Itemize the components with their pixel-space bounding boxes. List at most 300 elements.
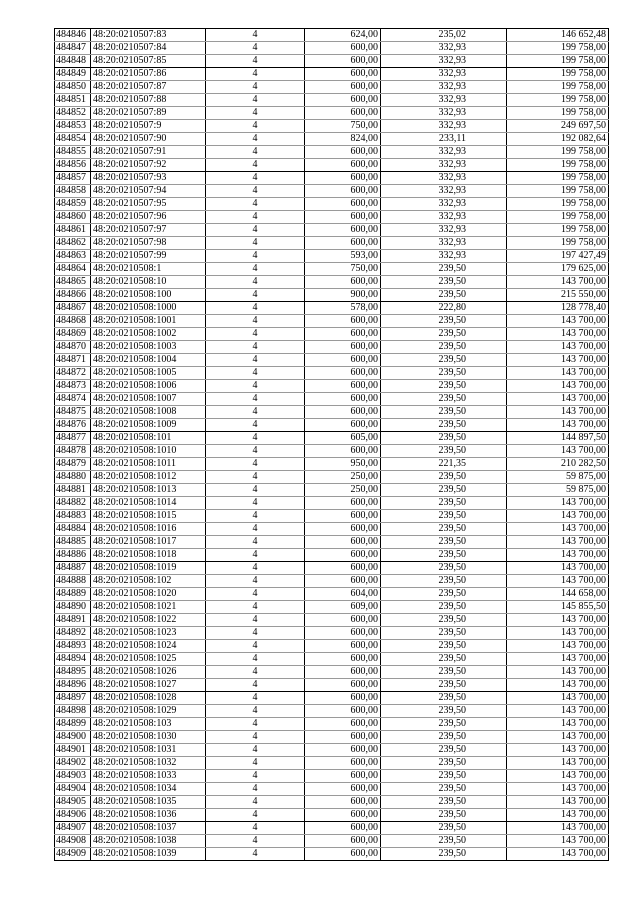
row-id-cell: 484872	[55, 367, 91, 380]
table-row	[55, 302, 609, 315]
category-cell: 4	[206, 146, 305, 159]
category-cell: 4	[206, 81, 305, 94]
total-value-cell: 249 697,50	[507, 120, 609, 133]
area-cell: 600,00	[305, 198, 381, 211]
unit-price-cell: 239,50	[381, 536, 507, 549]
cadastral-number-cell: 48:20:0210508:10	[91, 276, 206, 289]
category-cell: 4	[206, 276, 305, 289]
row-id-cell: 484880	[55, 471, 91, 484]
area-cell: 600,00	[305, 497, 381, 510]
category-cell: 4	[206, 835, 305, 848]
unit-price-cell: 239,50	[381, 770, 507, 783]
area-cell: 600,00	[305, 211, 381, 224]
category-cell: 4	[206, 549, 305, 562]
cadastral-number-cell: 48:20:0210508:1032	[91, 757, 206, 770]
total-value-cell: 199 758,00	[507, 185, 609, 198]
unit-price-cell: 239,50	[381, 666, 507, 679]
area-cell: 250,00	[305, 484, 381, 497]
cadastral-number-cell: 48:20:0210508:1001	[91, 315, 206, 328]
row-id-cell: 484885	[55, 536, 91, 549]
total-value-cell: 143 700,00	[507, 705, 609, 718]
cadastral-number-cell: 48:20:0210508:102	[91, 575, 206, 588]
table-row	[55, 406, 609, 419]
area-cell: 600,00	[305, 744, 381, 757]
unit-price-cell: 239,50	[381, 289, 507, 302]
category-cell: 4	[206, 263, 305, 276]
table-row	[55, 42, 609, 55]
unit-price-cell: 239,50	[381, 263, 507, 276]
unit-price-cell: 221,35	[381, 458, 507, 471]
cadastral-number-cell: 48:20:0210508:1017	[91, 536, 206, 549]
category-cell: 4	[206, 627, 305, 640]
unit-price-cell: 239,50	[381, 835, 507, 848]
cadastral-number-cell: 48:20:0210508:1	[91, 263, 206, 276]
table-row	[55, 757, 609, 770]
total-value-cell: 199 758,00	[507, 94, 609, 107]
total-value-cell: 199 758,00	[507, 146, 609, 159]
category-cell: 4	[206, 679, 305, 692]
unit-price-cell: 239,50	[381, 640, 507, 653]
table-row	[55, 107, 609, 120]
area-cell: 600,00	[305, 575, 381, 588]
cadastral-number-cell: 48:20:0210508:1012	[91, 471, 206, 484]
total-value-cell: 143 700,00	[507, 666, 609, 679]
total-value-cell: 143 700,00	[507, 770, 609, 783]
table-row	[55, 315, 609, 328]
area-cell: 950,00	[305, 458, 381, 471]
cadastral-number-cell: 48:20:0210508:1016	[91, 523, 206, 536]
area-cell: 600,00	[305, 848, 381, 861]
total-value-cell: 143 700,00	[507, 757, 609, 770]
row-id-cell: 484893	[55, 640, 91, 653]
row-id-cell: 484852	[55, 107, 91, 120]
category-cell: 4	[206, 29, 305, 42]
unit-price-cell: 332,93	[381, 146, 507, 159]
category-cell: 4	[206, 744, 305, 757]
category-cell: 4	[206, 588, 305, 601]
total-value-cell: 143 700,00	[507, 640, 609, 653]
category-cell: 4	[206, 471, 305, 484]
unit-price-cell: 239,50	[381, 627, 507, 640]
total-value-cell: 143 700,00	[507, 445, 609, 458]
cadastral-number-cell: 48:20:0210508:1002	[91, 328, 206, 341]
area-cell: 605,00	[305, 432, 381, 445]
table-row	[55, 146, 609, 159]
row-id-cell: 484906	[55, 809, 91, 822]
area-cell: 600,00	[305, 406, 381, 419]
area-cell: 600,00	[305, 523, 381, 536]
area-cell: 600,00	[305, 354, 381, 367]
row-id-cell: 484904	[55, 783, 91, 796]
unit-price-cell: 235,02	[381, 29, 507, 42]
total-value-cell: 143 700,00	[507, 809, 609, 822]
table-row	[55, 380, 609, 393]
unit-price-cell: 239,50	[381, 757, 507, 770]
table-row	[55, 835, 609, 848]
category-cell: 4	[206, 94, 305, 107]
table-row	[55, 536, 609, 549]
row-id-cell: 484879	[55, 458, 91, 471]
category-cell: 4	[206, 796, 305, 809]
row-id-cell: 484865	[55, 276, 91, 289]
category-cell: 4	[206, 172, 305, 185]
category-cell: 4	[206, 770, 305, 783]
total-value-cell: 143 700,00	[507, 653, 609, 666]
total-value-cell: 143 700,00	[507, 718, 609, 731]
table-row	[55, 55, 609, 68]
row-id-cell: 484875	[55, 406, 91, 419]
category-cell: 4	[206, 380, 305, 393]
category-cell: 4	[206, 42, 305, 55]
total-value-cell: 143 700,00	[507, 536, 609, 549]
category-cell: 4	[206, 211, 305, 224]
table-row	[55, 705, 609, 718]
unit-price-cell: 332,93	[381, 68, 507, 81]
total-value-cell: 143 700,00	[507, 315, 609, 328]
category-cell: 4	[206, 289, 305, 302]
area-cell: 600,00	[305, 185, 381, 198]
total-value-cell: 128 778,40	[507, 302, 609, 315]
table-row	[55, 289, 609, 302]
table-row	[55, 770, 609, 783]
row-id-cell: 484898	[55, 705, 91, 718]
row-id-cell: 484882	[55, 497, 91, 510]
area-cell: 750,00	[305, 263, 381, 276]
cadastral-number-cell: 48:20:0210508:1035	[91, 796, 206, 809]
cadastral-number-cell: 48:20:0210507:9	[91, 120, 206, 133]
row-id-cell: 484883	[55, 510, 91, 523]
row-id-cell: 484877	[55, 432, 91, 445]
cadastral-number-cell: 48:20:0210508:1008	[91, 406, 206, 419]
cadastral-number-cell: 48:20:0210508:1004	[91, 354, 206, 367]
category-cell: 4	[206, 185, 305, 198]
total-value-cell: 144 897,50	[507, 432, 609, 445]
row-id-cell: 484896	[55, 679, 91, 692]
row-id-cell: 484864	[55, 263, 91, 276]
category-cell: 4	[206, 718, 305, 731]
area-cell: 600,00	[305, 276, 381, 289]
total-value-cell: 143 700,00	[507, 614, 609, 627]
table-row	[55, 354, 609, 367]
total-value-cell: 210 282,50	[507, 458, 609, 471]
category-cell: 4	[206, 575, 305, 588]
total-value-cell: 143 700,00	[507, 354, 609, 367]
cadastral-number-cell: 48:20:0210507:91	[91, 146, 206, 159]
cadastral-number-cell: 48:20:0210508:1029	[91, 705, 206, 718]
table-row	[55, 822, 609, 835]
total-value-cell: 199 758,00	[507, 237, 609, 250]
area-cell: 600,00	[305, 705, 381, 718]
cadastral-number-cell: 48:20:0210508:1006	[91, 380, 206, 393]
area-cell: 600,00	[305, 315, 381, 328]
area-cell: 600,00	[305, 679, 381, 692]
area-cell: 600,00	[305, 367, 381, 380]
unit-price-cell: 239,50	[381, 354, 507, 367]
row-id-cell: 484874	[55, 393, 91, 406]
unit-price-cell: 239,50	[381, 575, 507, 588]
row-id-cell: 484868	[55, 315, 91, 328]
unit-price-cell: 239,50	[381, 406, 507, 419]
unit-price-cell: 239,50	[381, 276, 507, 289]
total-value-cell: 143 700,00	[507, 575, 609, 588]
total-value-cell: 143 700,00	[507, 731, 609, 744]
cadastral-number-cell: 48:20:0210508:1037	[91, 822, 206, 835]
unit-price-cell: 332,93	[381, 94, 507, 107]
cadastral-number-cell: 48:20:0210508:1023	[91, 627, 206, 640]
table-row	[55, 497, 609, 510]
cadastral-number-cell: 48:20:0210507:96	[91, 211, 206, 224]
unit-price-cell: 239,50	[381, 705, 507, 718]
unit-price-cell: 239,50	[381, 471, 507, 484]
unit-price-cell: 239,50	[381, 562, 507, 575]
cadastral-number-cell: 48:20:0210507:93	[91, 172, 206, 185]
category-cell: 4	[206, 705, 305, 718]
area-cell: 600,00	[305, 718, 381, 731]
unit-price-cell: 332,93	[381, 159, 507, 172]
area-cell: 578,00	[305, 302, 381, 315]
total-value-cell: 192 082,64	[507, 133, 609, 146]
cadastral-number-cell: 48:20:0210508:1010	[91, 445, 206, 458]
table-row	[55, 614, 609, 627]
row-id-cell: 484908	[55, 835, 91, 848]
category-cell: 4	[206, 497, 305, 510]
cadastral-number-cell: 48:20:0210508:1026	[91, 666, 206, 679]
total-value-cell: 199 758,00	[507, 68, 609, 81]
row-id-cell: 484866	[55, 289, 91, 302]
parcel-table	[54, 28, 609, 861]
row-id-cell: 484876	[55, 419, 91, 432]
unit-price-cell: 239,50	[381, 588, 507, 601]
unit-price-cell: 239,50	[381, 679, 507, 692]
category-cell: 4	[206, 783, 305, 796]
total-value-cell: 143 700,00	[507, 848, 609, 861]
area-cell: 600,00	[305, 55, 381, 68]
area-cell: 600,00	[305, 770, 381, 783]
row-id-cell: 484858	[55, 185, 91, 198]
cadastral-number-cell: 48:20:0210508:1000	[91, 302, 206, 315]
cadastral-number-cell: 48:20:0210507:95	[91, 198, 206, 211]
unit-price-cell: 239,50	[381, 432, 507, 445]
total-value-cell: 143 700,00	[507, 393, 609, 406]
cadastral-number-cell: 48:20:0210508:1018	[91, 549, 206, 562]
total-value-cell: 143 700,00	[507, 679, 609, 692]
cadastral-number-cell: 48:20:0210508:1003	[91, 341, 206, 354]
area-cell: 609,00	[305, 601, 381, 614]
area-cell: 600,00	[305, 692, 381, 705]
category-cell: 4	[206, 68, 305, 81]
area-cell: 600,00	[305, 562, 381, 575]
total-value-cell: 143 700,00	[507, 692, 609, 705]
cadastral-number-cell: 48:20:0210507:89	[91, 107, 206, 120]
table-row	[55, 419, 609, 432]
row-id-cell: 484903	[55, 770, 91, 783]
cadastral-number-cell: 48:20:0210508:100	[91, 289, 206, 302]
cadastral-number-cell: 48:20:0210508:1020	[91, 588, 206, 601]
category-cell: 4	[206, 159, 305, 172]
table-row	[55, 666, 609, 679]
table-row	[55, 575, 609, 588]
category-cell: 4	[206, 640, 305, 653]
total-value-cell: 143 700,00	[507, 341, 609, 354]
cadastral-number-cell: 48:20:0210508:1027	[91, 679, 206, 692]
total-value-cell: 199 758,00	[507, 42, 609, 55]
table-row	[55, 198, 609, 211]
table-row	[55, 523, 609, 536]
unit-price-cell: 239,50	[381, 731, 507, 744]
document-page	[54, 28, 609, 861]
cadastral-number-cell: 48:20:0210507:87	[91, 81, 206, 94]
table-row	[55, 393, 609, 406]
category-cell: 4	[206, 315, 305, 328]
table-row	[55, 848, 609, 861]
table-row	[55, 601, 609, 614]
table-row	[55, 640, 609, 653]
table-row	[55, 692, 609, 705]
category-cell: 4	[206, 757, 305, 770]
area-cell: 600,00	[305, 796, 381, 809]
cadastral-number-cell: 48:20:0210507:84	[91, 42, 206, 55]
table-row	[55, 796, 609, 809]
area-cell: 600,00	[305, 146, 381, 159]
total-value-cell: 199 758,00	[507, 198, 609, 211]
area-cell: 600,00	[305, 237, 381, 250]
area-cell: 600,00	[305, 328, 381, 341]
total-value-cell: 143 700,00	[507, 562, 609, 575]
unit-price-cell: 239,50	[381, 328, 507, 341]
table-row	[55, 237, 609, 250]
unit-price-cell: 332,93	[381, 55, 507, 68]
row-id-cell: 484851	[55, 94, 91, 107]
area-cell: 600,00	[305, 68, 381, 81]
cadastral-number-cell: 48:20:0210508:1038	[91, 835, 206, 848]
table-row	[55, 133, 609, 146]
total-value-cell: 146 652,48	[507, 29, 609, 42]
category-cell: 4	[206, 133, 305, 146]
unit-price-cell: 332,93	[381, 198, 507, 211]
cadastral-number-cell: 48:20:0210508:1015	[91, 510, 206, 523]
area-cell: 593,00	[305, 250, 381, 263]
row-id-cell: 484905	[55, 796, 91, 809]
unit-price-cell: 239,50	[381, 341, 507, 354]
row-id-cell: 484869	[55, 328, 91, 341]
unit-price-cell: 239,50	[381, 523, 507, 536]
area-cell: 600,00	[305, 159, 381, 172]
table-row	[55, 81, 609, 94]
total-value-cell: 143 700,00	[507, 627, 609, 640]
cadastral-number-cell: 48:20:0210508:1022	[91, 614, 206, 627]
cadastral-number-cell: 48:20:0210507:99	[91, 250, 206, 263]
area-cell: 600,00	[305, 419, 381, 432]
row-id-cell: 484861	[55, 224, 91, 237]
unit-price-cell: 332,93	[381, 237, 507, 250]
area-cell: 600,00	[305, 380, 381, 393]
row-id-cell: 484886	[55, 549, 91, 562]
row-id-cell: 484860	[55, 211, 91, 224]
area-cell: 600,00	[305, 224, 381, 237]
row-id-cell: 484909	[55, 848, 91, 861]
area-cell: 600,00	[305, 172, 381, 185]
cadastral-number-cell: 48:20:0210508:1009	[91, 419, 206, 432]
total-value-cell: 143 700,00	[507, 523, 609, 536]
row-id-cell: 484867	[55, 302, 91, 315]
total-value-cell: 199 758,00	[507, 211, 609, 224]
table-row	[55, 549, 609, 562]
category-cell: 4	[206, 614, 305, 627]
cadastral-number-cell: 48:20:0210508:1028	[91, 692, 206, 705]
table-row	[55, 588, 609, 601]
category-cell: 4	[206, 484, 305, 497]
unit-price-cell: 239,50	[381, 783, 507, 796]
area-cell: 750,00	[305, 120, 381, 133]
total-value-cell: 143 700,00	[507, 783, 609, 796]
parcel-table-body	[55, 29, 609, 861]
category-cell: 4	[206, 367, 305, 380]
area-cell: 600,00	[305, 627, 381, 640]
total-value-cell: 143 700,00	[507, 367, 609, 380]
cadastral-number-cell: 48:20:0210508:1011	[91, 458, 206, 471]
cadastral-number-cell: 48:20:0210508:1024	[91, 640, 206, 653]
category-cell: 4	[206, 848, 305, 861]
category-cell: 4	[206, 523, 305, 536]
row-id-cell: 484850	[55, 81, 91, 94]
area-cell: 600,00	[305, 510, 381, 523]
table-row	[55, 744, 609, 757]
row-id-cell: 484846	[55, 29, 91, 42]
total-value-cell: 179 625,00	[507, 263, 609, 276]
total-value-cell: 59 875,00	[507, 471, 609, 484]
cadastral-number-cell: 48:20:0210508:101	[91, 432, 206, 445]
row-id-cell: 484848	[55, 55, 91, 68]
area-cell: 824,00	[305, 133, 381, 146]
cadastral-number-cell: 48:20:0210507:88	[91, 94, 206, 107]
total-value-cell: 143 700,00	[507, 419, 609, 432]
row-id-cell: 484862	[55, 237, 91, 250]
total-value-cell: 143 700,00	[507, 744, 609, 757]
area-cell: 600,00	[305, 835, 381, 848]
unit-price-cell: 332,93	[381, 250, 507, 263]
unit-price-cell: 239,50	[381, 692, 507, 705]
unit-price-cell: 239,50	[381, 484, 507, 497]
category-cell: 4	[206, 510, 305, 523]
category-cell: 4	[206, 237, 305, 250]
total-value-cell: 143 700,00	[507, 510, 609, 523]
total-value-cell: 143 700,00	[507, 328, 609, 341]
unit-price-cell: 239,50	[381, 718, 507, 731]
total-value-cell: 143 700,00	[507, 497, 609, 510]
row-id-cell: 484892	[55, 627, 91, 640]
row-id-cell: 484899	[55, 718, 91, 731]
total-value-cell: 143 700,00	[507, 796, 609, 809]
cadastral-number-cell: 48:20:0210507:92	[91, 159, 206, 172]
area-cell: 600,00	[305, 809, 381, 822]
cadastral-number-cell: 48:20:0210508:1014	[91, 497, 206, 510]
row-id-cell: 484890	[55, 601, 91, 614]
unit-price-cell: 239,50	[381, 445, 507, 458]
area-cell: 600,00	[305, 666, 381, 679]
cadastral-number-cell: 48:20:0210507:94	[91, 185, 206, 198]
table-row	[55, 29, 609, 42]
category-cell: 4	[206, 198, 305, 211]
table-row	[55, 653, 609, 666]
total-value-cell: 215 550,00	[507, 289, 609, 302]
table-row	[55, 731, 609, 744]
category-cell: 4	[206, 666, 305, 679]
row-id-cell: 484889	[55, 588, 91, 601]
category-cell: 4	[206, 393, 305, 406]
cadastral-number-cell: 48:20:0210508:1033	[91, 770, 206, 783]
unit-price-cell: 239,50	[381, 380, 507, 393]
category-cell: 4	[206, 120, 305, 133]
